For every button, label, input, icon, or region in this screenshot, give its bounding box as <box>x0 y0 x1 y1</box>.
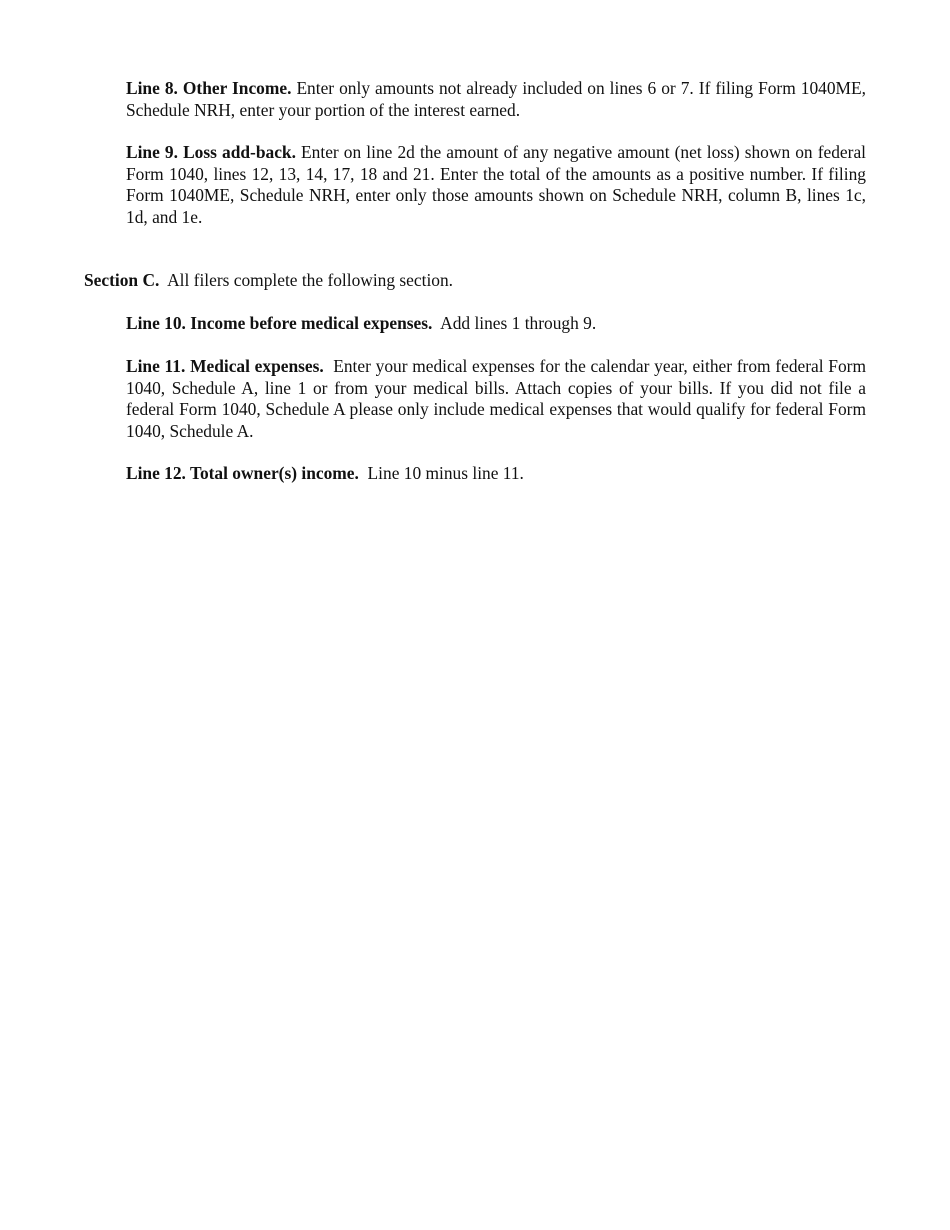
line-10-label: Line 10. Income before medical expenses. <box>126 313 433 333</box>
section-c-label: Section C. <box>84 270 160 290</box>
section-c-text: All filers complete the following section. <box>167 270 454 290</box>
line-11-text: Enter your medical expenses for the calendar year, either from federal Form 1040, Schedule A, line 1 or from your medical bills. Attach copies of your bills. If you did not file a federal Form 1040, Schedule A please only include medical expenses that would qualify for federal Form 1040, Schedule A. <box>126 356 866 441</box>
line-9-label: Line 9. Loss add-back. <box>126 142 296 162</box>
line-12-text: Line 10 minus line 11. <box>367 463 524 483</box>
line-11-instruction <box>126 356 866 442</box>
line-12-instruction <box>126 463 866 485</box>
line-12-label: Line 12. Total owner(s) income. <box>126 463 359 483</box>
line-8-instruction <box>126 78 866 121</box>
line-8-text: Enter only amounts not already included on lines 6 or 7. If filing Form 1040ME, Schedule NRH, enter your portion of the interest earned. <box>126 78 866 120</box>
line-8-label: Line 8. Other Income. <box>126 78 292 98</box>
line-10-text: Add lines 1 through 9. <box>440 313 597 333</box>
line-9-instruction <box>126 142 866 228</box>
section-c-heading <box>84 270 866 292</box>
line-10-instruction <box>126 313 866 335</box>
line-11-label: Line 11. Medical expenses. <box>126 356 324 376</box>
line-9-text: Enter on line 2d the amount of any negative amount (net loss) shown on federal Form 1040, lines 12, 13, 14, 17, 18 and 21. Enter the total of the amounts as a positive number. If filing Form 1040ME, Schedule NRH, enter only those amounts shown on Schedule NRH, column B, lines 1c, 1d, and 1e. <box>126 142 866 227</box>
